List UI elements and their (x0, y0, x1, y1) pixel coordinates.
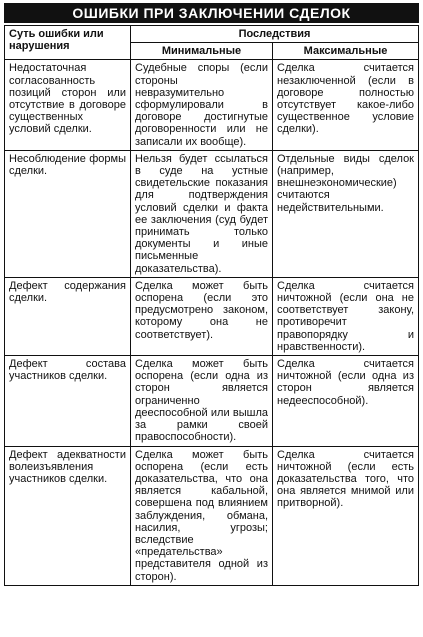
minimal-cell: Сделка может быть оспорена (если есть доказательства, что она является кабальной, совершена под влиянием заблуждения, обмана, насилия, угрозы; вследствие «предательства» представителя одной из сторон). (131, 446, 273, 585)
header-consequences: Последствия (131, 26, 419, 43)
table-row (5, 150, 419, 277)
page-title: ОШИБКИ ПРИ ЗАКЛЮЧЕНИИ СДЕЛОК (4, 3, 419, 23)
minimal-cell: Сделка может быть оспорена (если это предусмотрено законом, которому она не соответствует). (131, 277, 273, 355)
cause-cell: Дефект состава участников сделки. (5, 356, 131, 446)
minimal-cell: Судебные споры (если стороны невразумительно сформулировали в договоре достигнутые договоренности или не записали их вообще). (131, 60, 273, 150)
header-row (5, 26, 419, 43)
cause-cell: Дефект адекватности волеизъявления участников сделки. (5, 446, 131, 585)
header-cause: Суть ошибки или нарушения (5, 26, 131, 60)
cause-cell: Несоблюдение формы сделки. (5, 150, 131, 277)
table-row (5, 356, 419, 446)
header-maximal: Максимальные (273, 43, 419, 60)
maximal-cell: Сделка считается незаключенной (если в договоре полностью отсутствует какое-либо существенное условие сделки). (273, 60, 419, 150)
cause-cell: Недостаточная согласованность позиций сторон или отсутствие в договоре существенных условий сделки. (5, 60, 131, 150)
maximal-cell: Сделка считается ничтожной (если она не соответствует закону, противоречит правопорядку и нравственности). (273, 277, 419, 355)
minimal-cell: Сделка может быть оспорена (если одна из сторон является ограниченно дееспособной или вышла за рамки своей правоспособности). (131, 356, 273, 446)
table-row (5, 60, 419, 150)
minimal-cell: Нельзя будет ссылаться в суде на устные свидетельские показания для подтверждения условий сделки и факта ее заключения (суд будет принимать только документы и иные письменные доказательства). (131, 150, 273, 277)
maximal-cell: Отдельные виды сделок (например, внешнеэкономические) считаются недействительными. (273, 150, 419, 277)
errors-table (4, 25, 419, 586)
table-row (5, 446, 419, 585)
header-minimal: Минимальные (131, 43, 273, 60)
table-row (5, 277, 419, 355)
cause-cell: Дефект содержания сделки. (5, 277, 131, 355)
maximal-cell: Сделка считается ничтожной (если одна из сторон является недееспособной). (273, 356, 419, 446)
maximal-cell: Сделка считается ничтожной (если есть доказательства того, что она является мнимой или притворной). (273, 446, 419, 585)
